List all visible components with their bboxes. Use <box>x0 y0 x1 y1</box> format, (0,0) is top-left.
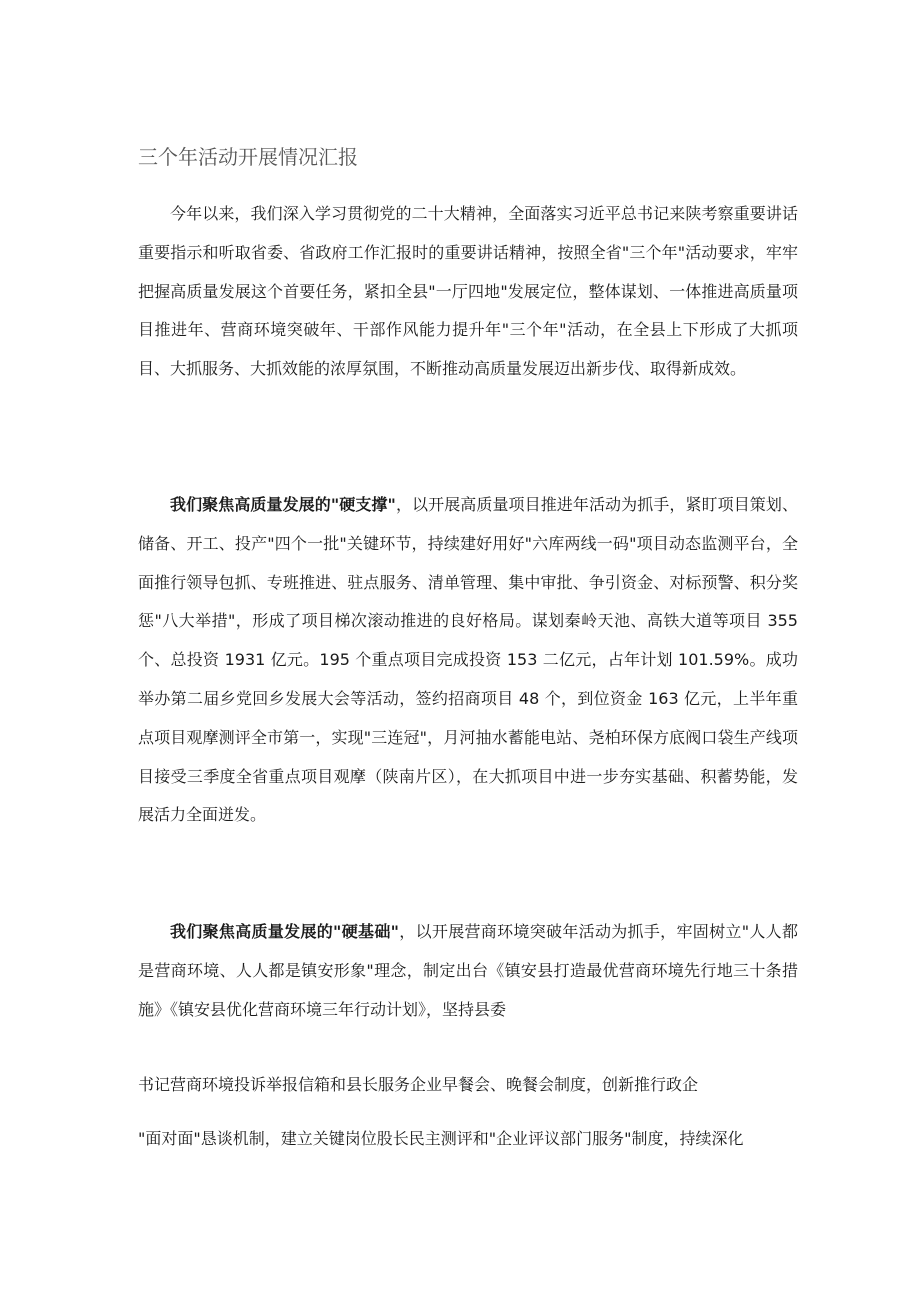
document-title: 三个年活动开展情况汇报 <box>138 145 358 169</box>
paragraph-lead: 我们聚焦高质量发展的"硬支撑" <box>170 495 396 514</box>
paragraph-hard-support <box>138 486 798 835</box>
paragraph-text: ，以开展高质量项目推进年活动为抓手，紧盯项目策划、储备、开工、投产"四个一批"关键环节，持续建好用好"六库两线一码"项目动态监测平台，全面推行领导包抓、专班推进、驻点服务、清单管理、集中审批、争引资金、对标预警、积分奖惩"八大举措"，形成了项目梯次滚动推进的良好格局。谋划秦岭天池、高铁大道等项目 355 个、总投资 1931 亿元。195 个重点项目完成投资 153 二亿元，占年计划 101.59%。成功举办第二届乡党回乡发展大会等活动，签约招商项目 48 个，到位资金 163 亿元，上半年重点项目观摩测评全市第一，实现"三连冠"，月河抽水蓄能电站、尧柏环保方底阀口袋生产线项目接受三季度全省重点项目观摩（陕南片区），在大抓项目中进一步夯实基础、积蓄势能，发展活力全面迸发。 <box>138 495 798 825</box>
paragraph-lead: 我们聚焦高质量发展的"硬基础" <box>170 922 399 941</box>
paragraph-hard-foundation <box>138 913 798 1029</box>
paragraph-text: ，以开展营商环境突破年活动为抓手，牢固树立"人人都是营商环境、人人都是镇安形象"理念，制定出台《镇安县打造最优营商环境先行地三十条措施》《镇安县优化营商环境三年行动计划》，坚持县委 <box>138 922 798 1019</box>
continuation-line: "面对面"恳谈机制，建立关键岗位股长民主测评和"企业评议部门服务"制度，持续深化 <box>138 1129 744 1148</box>
paragraph-text: 今年以来，我们深入学习贯彻党的二十大精神，全面落实习近平总书记来陕考察重要讲话重要指示和听取省委、省政府工作汇报时的重要讲话精神，按照全省"三个年"活动要求，牢牢把握高质量发展这个首要任务，紧扣全县"一厅四地"发展定位，整体谋划、一体推进高质量项目推进年、营商环境突破年、干部作风能力提升年"三个年"活动，在全县上下形成了大抓项目、大抓服务、大抓效能的浓厚氛围，不断推动高质量发展迈出新步伐、取得新成效。 <box>138 204 798 379</box>
continuation-line: 书记营商环境投诉举报信箱和县长服务企业早餐会、晚餐会制度，创新推行政企 <box>138 1075 699 1094</box>
paragraph-intro <box>138 195 798 389</box>
